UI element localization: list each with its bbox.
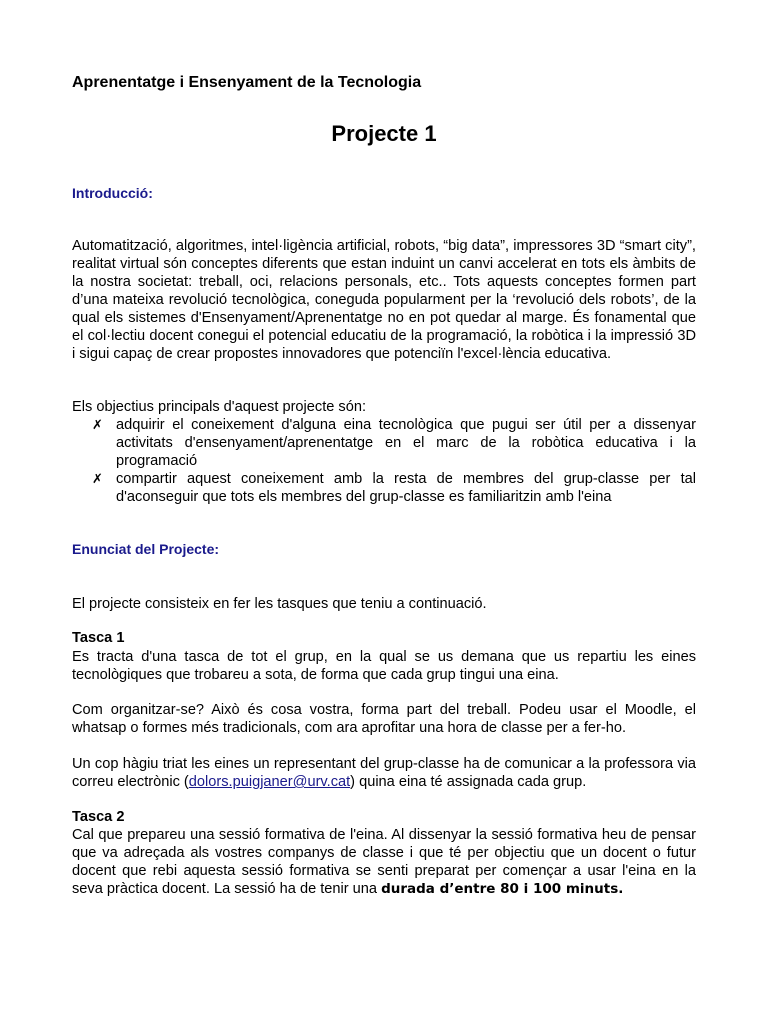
task2-label: Tasca 2	[72, 809, 125, 825]
objectives-list	[72, 416, 696, 506]
list-item	[72, 416, 696, 470]
cross-bullet-icon: ✗	[92, 471, 103, 486]
intro-heading: Introducció:	[72, 185, 153, 201]
course-header: Aprenentatge i Ensenyament de la Tecnologia	[72, 74, 422, 91]
task2-paragraph-text: Cal que prepareu una sessió formativa de l'eina. Al dissenyar la sessió formativa heu de pensar que va adreçada als vostres companys de classe i que té per objectiu que un docent o futur docent que rebi aquesta sessió formativa se senti preparat per començar a usar l'eina en la seva pràctica docent. La sessió ha de tenir una	[72, 827, 696, 897]
task1-paragraph-3-end: ) quina eina té assignada cada grup.	[350, 774, 587, 790]
cross-bullet-icon: ✗	[92, 417, 103, 432]
task2-paragraph	[72, 826, 696, 898]
task1-label: Tasca 1	[72, 630, 125, 646]
objectives-lead: Els objectius principals d'aquest projecte són:	[72, 399, 367, 415]
statement-lead: El projecte consisteix en fer les tasques que teniu a continuació.	[72, 596, 487, 612]
statement-heading: Enunciat del Projecte:	[72, 541, 220, 557]
task1-paragraph-3-start: Un cop hàgiu triat les eines un representant del grup-classe ha de comunicar a la professora via correu electrònic (	[72, 756, 696, 790]
task1-paragraph-3	[72, 755, 696, 791]
page-title: Projecte 1	[331, 121, 437, 146]
email-link[interactable]: dolors.puigjaner@urv.cat	[188, 774, 351, 790]
task1-paragraph-2: Com organitzar-se? Això és cosa vostra, forma part del treball. Podeu usar el Moodle, el whatsap o formes més tradicionals, com ara aprofitar una hora de classe per a fer-ho.	[72, 702, 696, 736]
list-item	[72, 470, 696, 506]
session-duration: durada d’entre 80 i 100 minuts.	[381, 881, 624, 897]
objective-text: adquirir el coneixement d'alguna eina tecnològica que pugui ser útil per a dissenyar activitats d'ensenyament/aprenentatge en el marc de la robòtica educativa i la programació	[116, 417, 696, 469]
intro-paragraph: Automatització, algoritmes, intel·ligència artificial, robots, “big data”, impressores 3D “smart city”, realitat virtual són conceptes diferents que estan induint un canvi accelerat en tots els àmbits de la nostra societat: treball, oci, relacions personals, etc.. Tots aquests conceptes formen part d’una mateixa revolució tecnològica, coneguda popularment per la ‘revolució dels robots’, de la qual els sistemes d'Ensenyament/Aprenentatge no en pot quedar al marge. És fonamental que el col·lectiu docent conegui el potencial educatiu de la programació, la robòtica i la impressió 3D i sigui capaç de crear propostes innovadores que potenciïn l'excel·lència educativa.	[72, 238, 696, 362]
task1-paragraph-1: Es tracta d'una tasca de tot el grup, en la qual se us demana que us repartiu les eines tecnològiques que trobareu a sota, de forma que cada grup tingui una eina.	[72, 649, 696, 683]
objective-text: compartir aquest coneixement amb la resta de membres del grup-classe per tal d'aconseguir que tots els membres del grup-classe es familiaritzin amb l'eina	[116, 471, 696, 505]
